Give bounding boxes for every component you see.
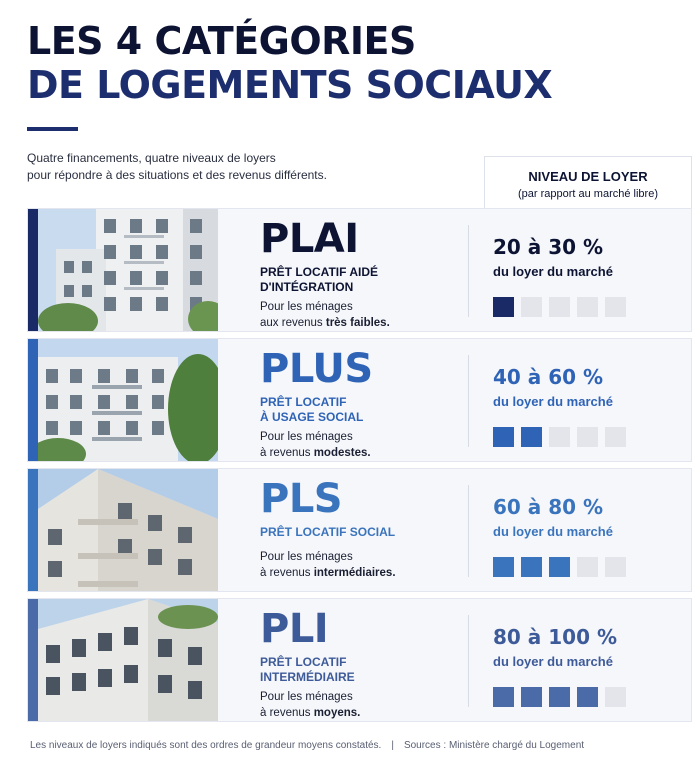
rent-range-caption: du loyer du marché	[493, 654, 613, 669]
rent-level-header	[484, 156, 692, 208]
full-name-line-2: D'INTÉGRATION	[260, 280, 354, 294]
gauge-square	[605, 687, 626, 707]
gauge-square	[577, 427, 598, 447]
intro-line-2: pour répondre à des situations et des revenus différents.	[27, 168, 327, 182]
full-name-line-2: INTERMÉDIAIRE	[260, 670, 355, 684]
desc-line-2: aux revenus très faibles.	[260, 317, 390, 329]
rent-level-subtitle: (par rapport au marché libre)	[517, 188, 658, 200]
gauge-square	[521, 557, 542, 577]
income-level: très faibles	[325, 317, 387, 329]
intro-line-1: Quatre financements, quatre niveaux de loyers	[27, 151, 276, 165]
gauge-square	[577, 687, 598, 707]
category-description	[260, 429, 470, 461]
accent-bar	[28, 469, 38, 591]
income-level: moyens	[313, 707, 358, 719]
gauge-square	[549, 297, 570, 317]
rent-level-title: NIVEAU DE LOYER	[528, 169, 648, 184]
category-card-pli	[27, 598, 692, 722]
divider	[468, 485, 469, 577]
category-acronym: PLS	[260, 476, 343, 522]
title-underline	[27, 127, 78, 131]
divider	[468, 355, 469, 447]
desc-line-1: Pour les ménages	[260, 691, 353, 703]
gauge-square	[493, 687, 514, 707]
footer-source: Sources : Ministère chargé du Logement	[403, 740, 585, 751]
gauge-square	[605, 297, 626, 317]
rent-range: 60 à 80 %	[493, 495, 604, 519]
full-name-line-1: PRÊT LOCATIF SOCIAL	[260, 525, 396, 539]
building-photo	[38, 209, 218, 331]
rent-range: 20 à 30 %	[493, 235, 604, 259]
income-level: intermédiaires	[313, 567, 393, 579]
accent-bar	[28, 209, 38, 331]
desc-line-1: Pour les ménages	[260, 431, 353, 443]
rent-range-caption: du loyer du marché	[493, 264, 613, 279]
gauge-square	[521, 687, 542, 707]
full-name-line-1: PRÊT LOCATIF	[260, 395, 347, 409]
rent-range: 40 à 60 %	[493, 365, 604, 389]
rent-range-caption: du loyer du marché	[493, 524, 613, 539]
category-card-plai	[27, 208, 692, 332]
income-level: modestes	[313, 447, 368, 459]
rent-range: 80 à 100 %	[493, 625, 618, 649]
accent-bar	[28, 599, 38, 721]
full-name-line-2: À USAGE SOCIAL	[260, 410, 364, 424]
accent-bar	[28, 339, 38, 461]
category-full-name	[260, 395, 460, 425]
gauge-square	[549, 687, 570, 707]
gauge-square	[549, 557, 570, 577]
title-line-2: DE LOGEMENTS SOCIAUX	[27, 63, 553, 107]
rent-level-gauge	[493, 687, 626, 707]
intro-text	[27, 150, 447, 184]
category-description	[260, 299, 470, 331]
category-acronym: PLAI	[260, 216, 359, 262]
footer-divider: |	[391, 740, 394, 751]
category-acronym: PLUS	[260, 346, 373, 392]
building-photo	[38, 599, 218, 721]
title-line-1: LES 4 CATÉGORIES	[27, 19, 416, 63]
desc-line-1: Pour les ménages	[260, 551, 353, 563]
category-description	[260, 689, 470, 721]
rent-level-gauge	[493, 557, 626, 577]
gauge-square	[493, 297, 514, 317]
gauge-square	[521, 427, 542, 447]
footer	[30, 740, 584, 751]
divider	[468, 225, 469, 317]
desc-line-1: Pour les ménages	[260, 301, 353, 313]
gauge-square	[577, 297, 598, 317]
gauge-square	[605, 427, 626, 447]
building-photo	[38, 469, 218, 591]
desc-line-2: à revenus intermédiaires.	[260, 567, 396, 579]
full-name-line-1: PRÊT LOCATIF	[260, 655, 347, 669]
footer-note: Les niveaux de loyers indiqués sont des ordres de grandeur moyens constatés.	[30, 740, 382, 751]
rent-level-gauge	[493, 427, 626, 447]
desc-line-2: à revenus moyens.	[260, 707, 361, 719]
category-full-name	[260, 655, 460, 685]
gauge-square	[493, 427, 514, 447]
category-description	[260, 549, 470, 581]
page-title	[27, 19, 553, 107]
category-full-name	[260, 525, 460, 540]
divider	[468, 615, 469, 707]
gauge-square	[605, 557, 626, 577]
category-card-plus	[27, 338, 692, 462]
desc-line-2: à revenus modestes.	[260, 447, 371, 459]
category-acronym: PLI	[260, 606, 329, 652]
rent-range-caption: du loyer du marché	[493, 394, 613, 409]
category-card-pls	[27, 468, 692, 592]
category-full-name	[260, 265, 460, 295]
gauge-square	[549, 427, 570, 447]
building-photo	[38, 339, 218, 461]
gauge-square	[577, 557, 598, 577]
full-name-line-1: PRÊT LOCATIF AIDÉ	[260, 265, 378, 279]
gauge-square	[493, 557, 514, 577]
gauge-square	[521, 297, 542, 317]
rent-level-gauge	[493, 297, 626, 317]
